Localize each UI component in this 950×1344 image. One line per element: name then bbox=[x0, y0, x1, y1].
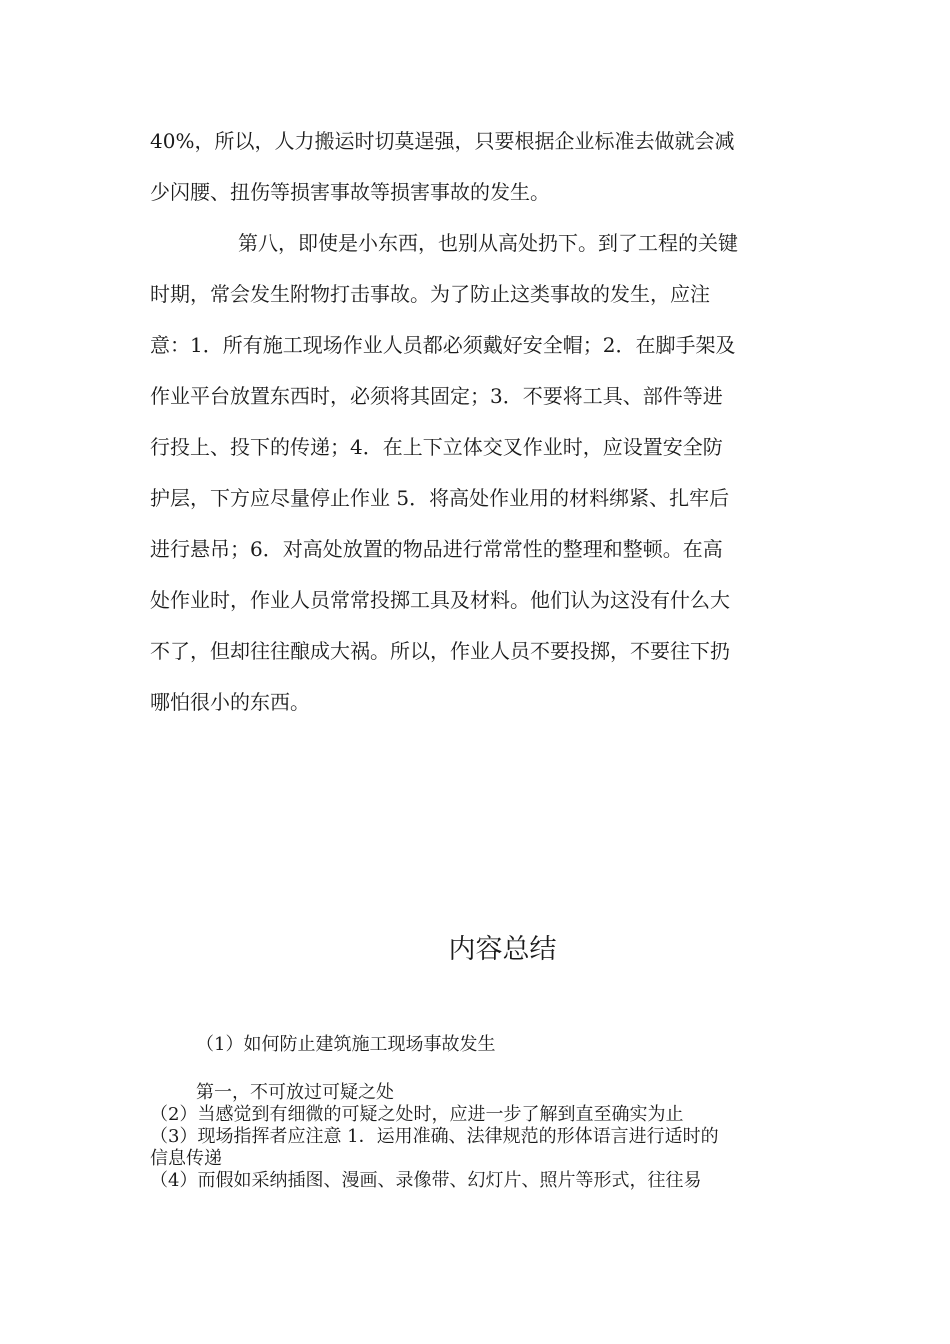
text-line: 进行悬吊；6．对高处放置的物品进行常常性的整理和整顿。在高 bbox=[150, 537, 723, 561]
summary-item: （4）而假如采纳插图、漫画、录像带、幻灯片、照片等形式，往往易 bbox=[150, 1170, 702, 1191]
summary-item: 第一，不可放过可疑之处 bbox=[196, 1082, 394, 1103]
text-line: 作业平台放置东西时，必须将其固定；3．不要将工具、部件等进 bbox=[150, 384, 723, 408]
summary-item: （3）现场指挥者应注意 1．运用准确、法律规范的形体语言进行适时的 bbox=[150, 1126, 719, 1147]
summary-title: 内容总结 bbox=[448, 934, 557, 965]
text-line: 第八，即使是小东西，也别从高处扔下。到了工程的关键 bbox=[238, 231, 738, 255]
summary-item: （1）如何防止建筑施工现场事故发生 bbox=[196, 1034, 496, 1055]
text-line: 时期，常会发生附物打击事故。为了防止这类事故的发生，应注 bbox=[150, 282, 710, 306]
text-line: 不了，但却往往酿成大祸。所以，作业人员不要投掷，不要往下扔 bbox=[150, 639, 730, 663]
summary-list bbox=[150, 1034, 810, 1192]
summary-item: （2）当感觉到有细微的可疑之处时，应进一步了解到直至确实为止 bbox=[150, 1104, 684, 1125]
paragraph-eighth-rule bbox=[150, 218, 800, 728]
text-line: 意：1．所有施工现场作业人员都必须戴好安全帽；2．在脚手架及 bbox=[150, 333, 736, 357]
text-line: 哪怕很小的东西。 bbox=[150, 690, 310, 714]
body-text bbox=[150, 116, 800, 728]
text-line: 行投上、投下的传递；4．在上下立体交叉作业时，应设置安全防 bbox=[150, 435, 723, 459]
paragraph-continued bbox=[150, 116, 800, 218]
summary-item: 信息传递 bbox=[150, 1148, 222, 1169]
text-line: 40%，所以，人力搬运时切莫逞强，只要根据企业标准去做就会减 bbox=[150, 129, 735, 153]
text-line: 处作业时，作业人员常常投掷工具及材料。他们认为这没有什么大 bbox=[150, 588, 730, 612]
text-line: 少闪腰、扭伤等损害事故等损害事故的发生。 bbox=[150, 180, 550, 204]
text-line: 护层，下方应尽量停止作业 5．将高处作业用的材料绑紧、扎牢后 bbox=[150, 486, 730, 510]
